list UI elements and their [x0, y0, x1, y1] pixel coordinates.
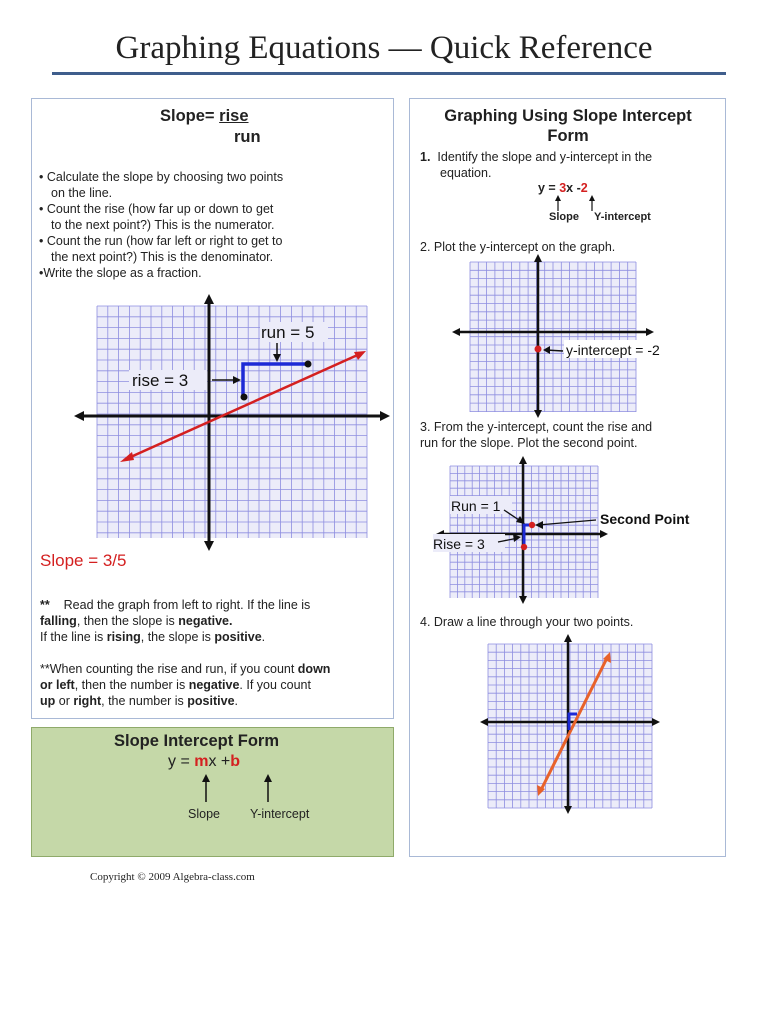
note1-falling: falling	[40, 614, 77, 628]
intercept-graph-x-arrow-right	[646, 328, 654, 336]
slope-result: Slope = 3/5	[40, 551, 127, 570]
note2-up: up	[40, 694, 56, 708]
slope-graph-y-arrow-down	[204, 541, 214, 551]
sif-eq-y: y =	[168, 753, 195, 770]
step1-eq-y: y =	[538, 181, 560, 195]
sif-eq-x: x +	[208, 753, 231, 770]
note2-end: .	[234, 694, 239, 708]
graphing-steps-panel	[409, 98, 726, 857]
bullet-2-line2: to the next point?) This is the numerator.	[51, 218, 275, 232]
intercept-graph-gridlines	[470, 262, 636, 412]
note2-left: or left	[40, 678, 75, 692]
bullet-1-line1: • Calculate the slope by choosing two points	[39, 170, 284, 184]
note2-negative: negative	[188, 678, 240, 692]
slope-graph-x-arrow-right	[380, 411, 390, 421]
note-counting	[40, 661, 390, 709]
second-point-graph-second-point	[529, 522, 535, 528]
sif-eq-m: m	[194, 753, 209, 770]
note1-star: **	[40, 598, 50, 612]
second-point-graph-x-arrow-right	[600, 530, 608, 538]
step1-line1: Identify the slope and y-intercept in the	[437, 150, 653, 164]
second-point-label: Second Point	[600, 511, 690, 527]
step3-line1: 3. From the y-intercept, count the rise and	[420, 420, 653, 434]
final-line-graph-y-arrow-down	[564, 806, 572, 814]
step1-arrow-intercept-head	[589, 195, 595, 201]
sif-label-intercept: Y-intercept	[250, 807, 310, 821]
slope-intercept-form-box	[31, 727, 394, 857]
slope-graph-y-arrow-up	[204, 294, 214, 304]
intercept-graph	[450, 254, 730, 419]
page-title: Graphing Equations — Quick Reference	[115, 30, 653, 66]
run-1-label: Run = 1	[451, 498, 501, 514]
intercept-graph-y-arrow-down	[534, 410, 542, 418]
intercept-graph-x-arrow-left	[452, 328, 460, 336]
slope-heading	[160, 107, 249, 126]
step1-eq-3: 3	[559, 181, 567, 195]
sif-arrow-intercept-head	[264, 774, 272, 782]
sif-eq-b: b	[230, 753, 241, 770]
note2-text-d: . If you count	[239, 678, 311, 692]
sif-arrows	[192, 772, 292, 804]
steps-heading-line1: Graphing Using Slope Intercept	[444, 107, 692, 125]
sif-label-slope: Slope	[188, 807, 220, 821]
slope-heading-prefix: Slope=	[160, 107, 215, 125]
intercept-graph-point	[535, 346, 542, 353]
note2-text-c: , then the number is	[74, 678, 189, 692]
slope-graph-point-1	[241, 394, 248, 401]
note1-negative: negative.	[178, 614, 233, 628]
slope-heading-rise: rise	[219, 107, 249, 125]
bullet-3-line2: the next point?) This is the denominator.	[51, 250, 274, 264]
note1-positive: positive	[214, 630, 262, 644]
step1-num: 1.	[420, 150, 431, 164]
slope-heading-run: run	[234, 128, 261, 146]
second-point-graph-y-arrow-up	[519, 456, 527, 464]
step1-equation	[538, 181, 588, 195]
slope-graph-point-2	[305, 361, 312, 368]
final-line-graph-x-arrow-right	[652, 718, 660, 726]
note1-text-d: , the slope is	[140, 630, 215, 644]
note1-text-a: Read the graph from left to right. If the line is	[63, 598, 311, 612]
note1-rising: rising	[106, 630, 141, 644]
step1-eq-2: 2	[580, 181, 588, 195]
second-point-graph	[428, 454, 723, 604]
bullet-1-line2: on the line.	[51, 186, 113, 200]
slope-panel	[31, 98, 394, 719]
note1-end: .	[261, 630, 266, 644]
step1-line2: equation.	[440, 166, 492, 180]
final-line-graph-x-arrow-left	[480, 718, 488, 726]
bullet-2-line1: • Count the rise (how far up or down to get	[39, 202, 274, 216]
sif-equation	[168, 753, 240, 771]
slope-graph	[72, 294, 392, 554]
steps-heading-line2: Form	[547, 127, 589, 145]
step1-label-intercept: Y-intercept	[594, 211, 651, 223]
note2-positive: positive	[187, 694, 235, 708]
sif-arrow-slope-head	[202, 774, 210, 782]
note2-down: down	[297, 662, 331, 676]
sif-heading: Slope Intercept Form	[114, 732, 280, 750]
note-falling-rising	[40, 597, 385, 645]
step1-label-slope: Slope	[549, 211, 579, 223]
copyright: Copyright © 2009 Algebra-class.com	[90, 871, 255, 883]
bullet-4-line1: •Write the slope as a fraction.	[39, 266, 202, 280]
note1-text-c: If the line is	[40, 630, 107, 644]
note1-text-b: , then the slope is	[76, 614, 179, 628]
step1-eq-minus: -	[576, 181, 581, 195]
step4: 4. Draw a line through your two points.	[420, 615, 634, 629]
step1	[420, 149, 652, 165]
second-point-graph-y-arrow-down	[519, 596, 527, 604]
final-line-graph	[480, 634, 660, 814]
step1-eq-x: x	[566, 181, 577, 195]
slope-graph-x-arrow-left	[74, 411, 84, 421]
note2-text-e: or	[55, 694, 74, 708]
step2: 2. Plot the y-intercept on the graph.	[420, 240, 616, 254]
intercept-label: y-intercept = -2	[566, 342, 660, 358]
run-label: run = 5	[261, 323, 315, 342]
step1-arrow-slope-head	[555, 195, 561, 201]
second-point-graph-intercept-point	[521, 544, 527, 550]
slope-bullets	[39, 169, 384, 281]
intercept-graph-y-arrow-up	[534, 254, 542, 262]
rise-label: rise = 3	[132, 371, 189, 390]
rise-3-label: Rise = 3	[433, 536, 485, 552]
note2-right: right	[73, 694, 102, 708]
bullet-3-line1: • Count the run (how far left or right to get to	[39, 234, 283, 248]
step1-arrows	[550, 194, 610, 212]
note2-text-f: , the number is	[101, 694, 188, 708]
note2-text-a: **When counting the rise and run, if you count	[40, 662, 298, 676]
step3-line2: run for the slope. Plot the second point.	[420, 436, 638, 450]
title-divider	[52, 72, 726, 75]
final-line-graph-y-arrow-up	[564, 634, 572, 642]
